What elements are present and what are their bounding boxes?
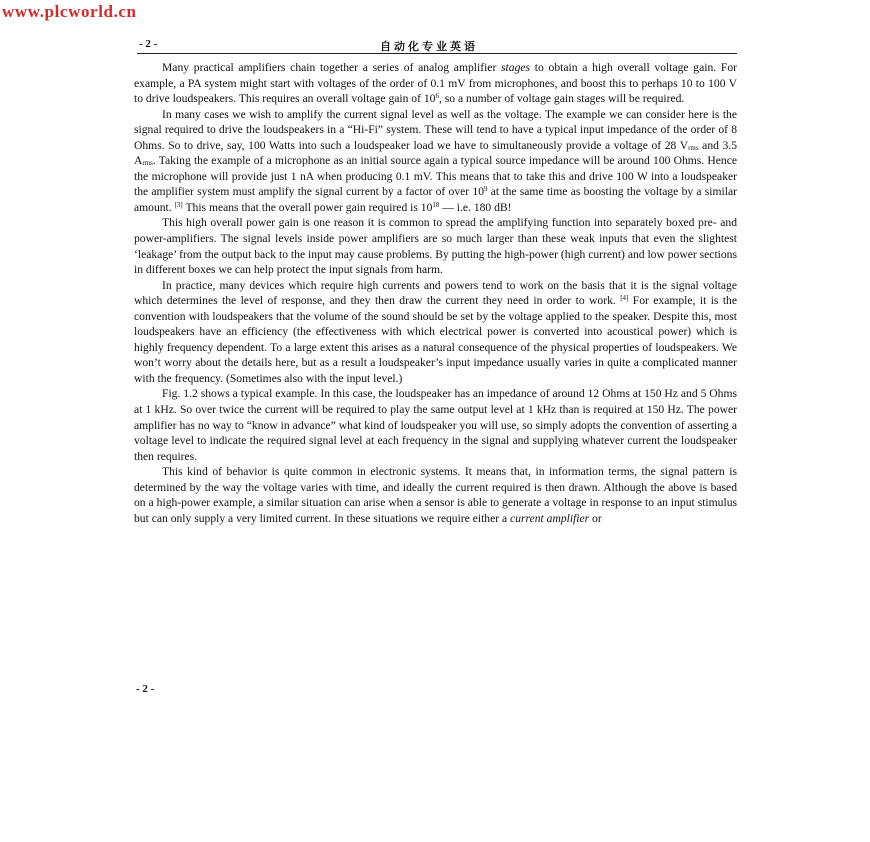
italic-term: current amplifier (510, 511, 590, 525)
superscript: [3] (174, 200, 183, 209)
text-run: This means that the overall power gain required is 10 (182, 200, 433, 214)
text-run: In practice, many devices which require high currents and powers tend to work on the basis that it is the signal voltage which determines the level of response, and they then draw the current they need in order to work. (134, 278, 737, 308)
header-book-title: 自动化专业英语 (380, 40, 478, 53)
header-page-number: - 2 - (139, 38, 158, 50)
text-run: or (589, 511, 602, 525)
body-text (134, 60, 737, 526)
text-run: and 3.5 A (134, 138, 737, 168)
watermark-url: www.plcworld.cn (2, 2, 137, 21)
subscript: rms (688, 143, 699, 152)
text-run: In many cases we wish to amplify the current signal level as well as the voltage. The example we can consider here is the signal required to drive the loudspeakers in a “Hi-Fi” system. These will tend to have a typical input impedance of the order of 8 Ohms. So to drive, say, 100 Watts into such a loudspeaker load we have to simultaneously provide a voltage of 28 V (134, 107, 737, 152)
text-run: This high overall power gain is one reason it is common to spread the amplifying function into separately boxed pre- and power-amplifiers. The signal levels inside power amplifiers are so much larger than these weak inputs that even the slightest ‘leakage’ from the output back to the input may cause problems. By putting the high-power (high current) and low power sections in different boxes we can help protect the input signals from harm. (134, 216, 737, 277)
text-run: at the same time as boosting the voltage by a similar amount. (134, 185, 737, 214)
paragraph-1 (134, 60, 737, 107)
text-run: — i.e. 180 dB! (439, 200, 512, 214)
paragraph-6 (134, 464, 737, 526)
superscript: [4] (620, 294, 629, 303)
paragraph-5 (134, 386, 737, 464)
superscript: 9 (484, 185, 488, 194)
text-run: to obtain a high overall voltage gain. For example, a PA system might start with voltages of the order of 0.1 mV from microphones, and boost this to perhaps 10 to 100 V to drive loudspeakers. This requires an overall voltage gain of 10 (134, 61, 737, 106)
subscript: rms (142, 159, 153, 168)
text-run: Many practical amplifiers chain together a series of analog amplifier (162, 61, 502, 74)
text-run: , so a number of voltage gain stages will be required. (438, 92, 685, 106)
paragraph-4 (134, 278, 737, 387)
footer-page-number: - 2 - (136, 683, 155, 695)
text-run: . Taking the example of a microphone as an initial source again a typical source impedance will be around 100 Ohms. Hence the microphone will provide just 1 nA when producing 0.1 mV. This means that to take this and drive 100 W into a loudspeaker the amplifier system must amplify the signal current by a factor of over 10 (134, 154, 737, 199)
header-rule (137, 53, 737, 54)
italic-term: stages (501, 61, 531, 74)
paragraph-2 (134, 107, 737, 216)
paragraph-3 (134, 215, 737, 277)
superscript: 18 (432, 200, 440, 209)
text-run: For example, it is the convention with loudspeakers that the volume of the sound should be set by the voltage applied to the speaker. Despite this, most loudspeakers have an efficiency (the effectiveness with which electrical power is converted into acoustical power) which is highly frequency dependent. To a large extent this arises as a natural consequence of the physical properties of loudspeakers. We won’t worry about the details here, but as a result a loudspeaker’s input impedance usually varies in quite a complicated manner with the frequency. (Sometimes also with the input level.) (134, 294, 737, 385)
text-run: Fig. 1.2 shows a typical example. In this case, the loudspeaker has an impedance of around 12 Ohms at 150 Hz and 5 Ohms at 1 kHz. So over twice the current will be required to play the same output level at 1 kHz than is required at 150 Hz. The power amplifier has no way to “know in advance” what kind of loudspeaker you will use, so simply adopts the convention of asserting a voltage level to indicate the required signal level at each frequency in the signal and supplying whatever current the loudspeaker then requires. (134, 387, 737, 463)
text-run: This kind of behavior is quite common in electronic systems. It means that, in information terms, the signal pattern is determined by the way the voltage varies with time, and ideally the current required is then drawn. Although the above is based on a high-power example, a similar situation can arise when a sensor is able to generate a voltage in response to an input stimulus but can only supply a very limited current. In these situations we require either a (134, 465, 737, 525)
superscript: 6 (435, 92, 439, 101)
